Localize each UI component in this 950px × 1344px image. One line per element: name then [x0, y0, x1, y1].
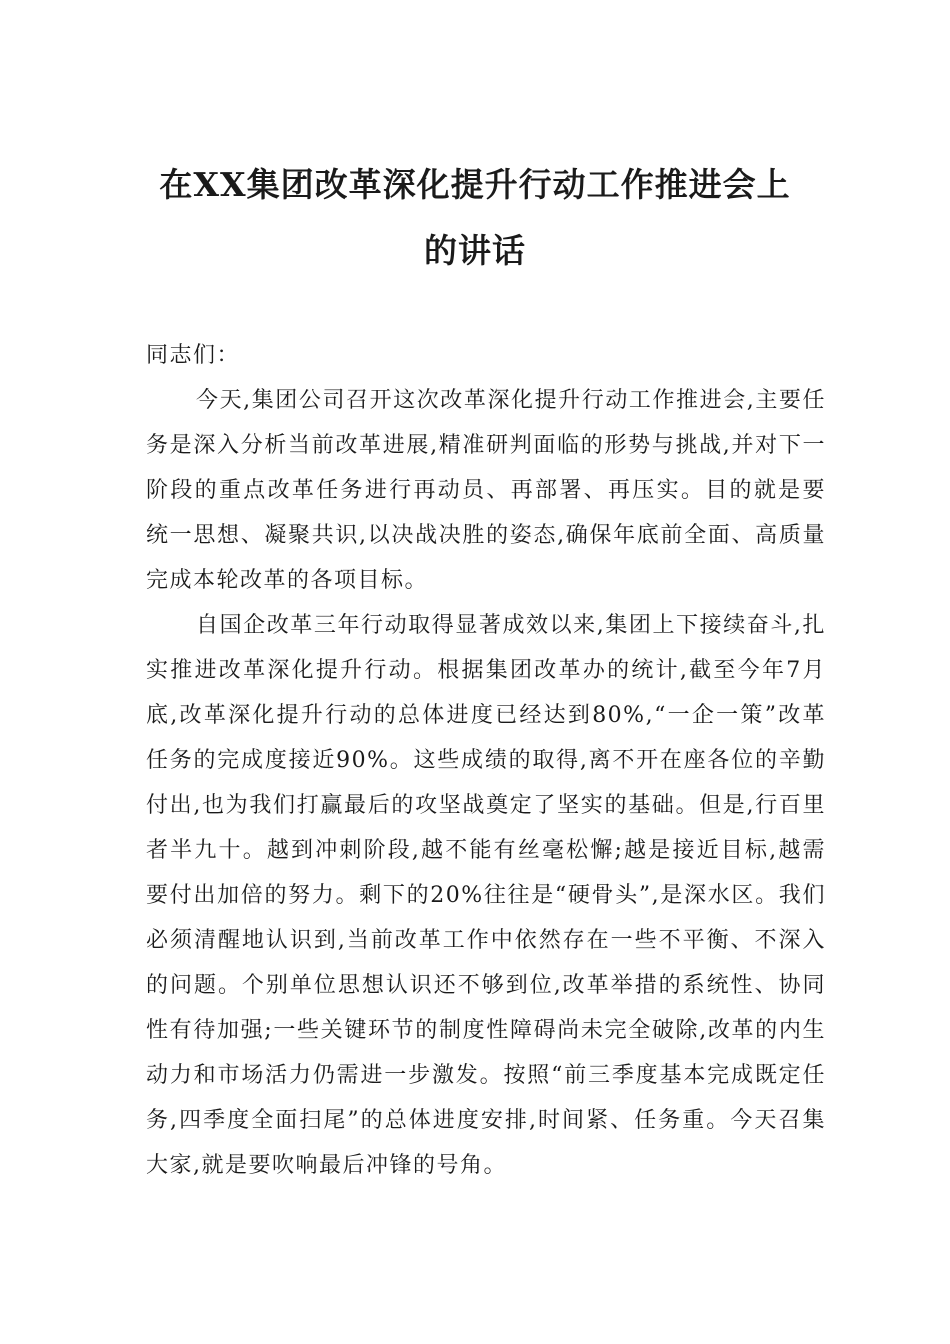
document-title	[120, 152, 830, 284]
title-line-2: 的讲话	[424, 231, 526, 270]
document-body	[146, 333, 826, 1188]
paragraph-2: 自国企改革三年行动取得显著成效以来,集团上下接续奋斗,扎实推进改革深化提升行动。根据集团改革办的统计,截至今年7月底,改革深化提升行动的总体进度已经达到80%,“一企一策”改革任务的完成度接近90%。这些成绩的取得,离不开在座各位的辛勤付出,也为我们打赢最后的攻坚战奠定了坚实的基础。但是,行百里者半九十。越到冲刺阶段,越不能有丝毫松懈;越是接近目标,越需要付出加倍的努力。剩下的20%往往是“硬骨头”,是深水区。我们必须清醒地认识到,当前改革工作中依然存在一些不平衡、不深入的问题。个别单位思想认识还不够到位,改革举措的系统性、协同性有待加强;一些关键环节的制度性障碍尚未完全破除,改革的内生动力和市场活力仍需进一步激发。按照“前三季度基本完成既定任务,四季度全面扫尾”的总体进度安排,时间紧、任务重。今天召集大家,就是要吹响最后冲锋的号角。	[146, 613, 826, 1178]
title-line-1: 在XX集团改革深化提升行动工作推进会上	[159, 165, 791, 204]
paragraph-1: 今天,集团公司召开这次改革深化提升行动工作推进会,主要任务是深入分析当前改革进展,精准研判面临的形势与挑战,并对下一阶段的重点改革任务进行再动员、再部署、再压实。目的就是要统一思想、凝聚共识,以决战决胜的姿态,确保年底前全面、高质量完成本轮改革的各项目标。	[146, 388, 826, 593]
salutation: 同志们：	[146, 343, 241, 368]
